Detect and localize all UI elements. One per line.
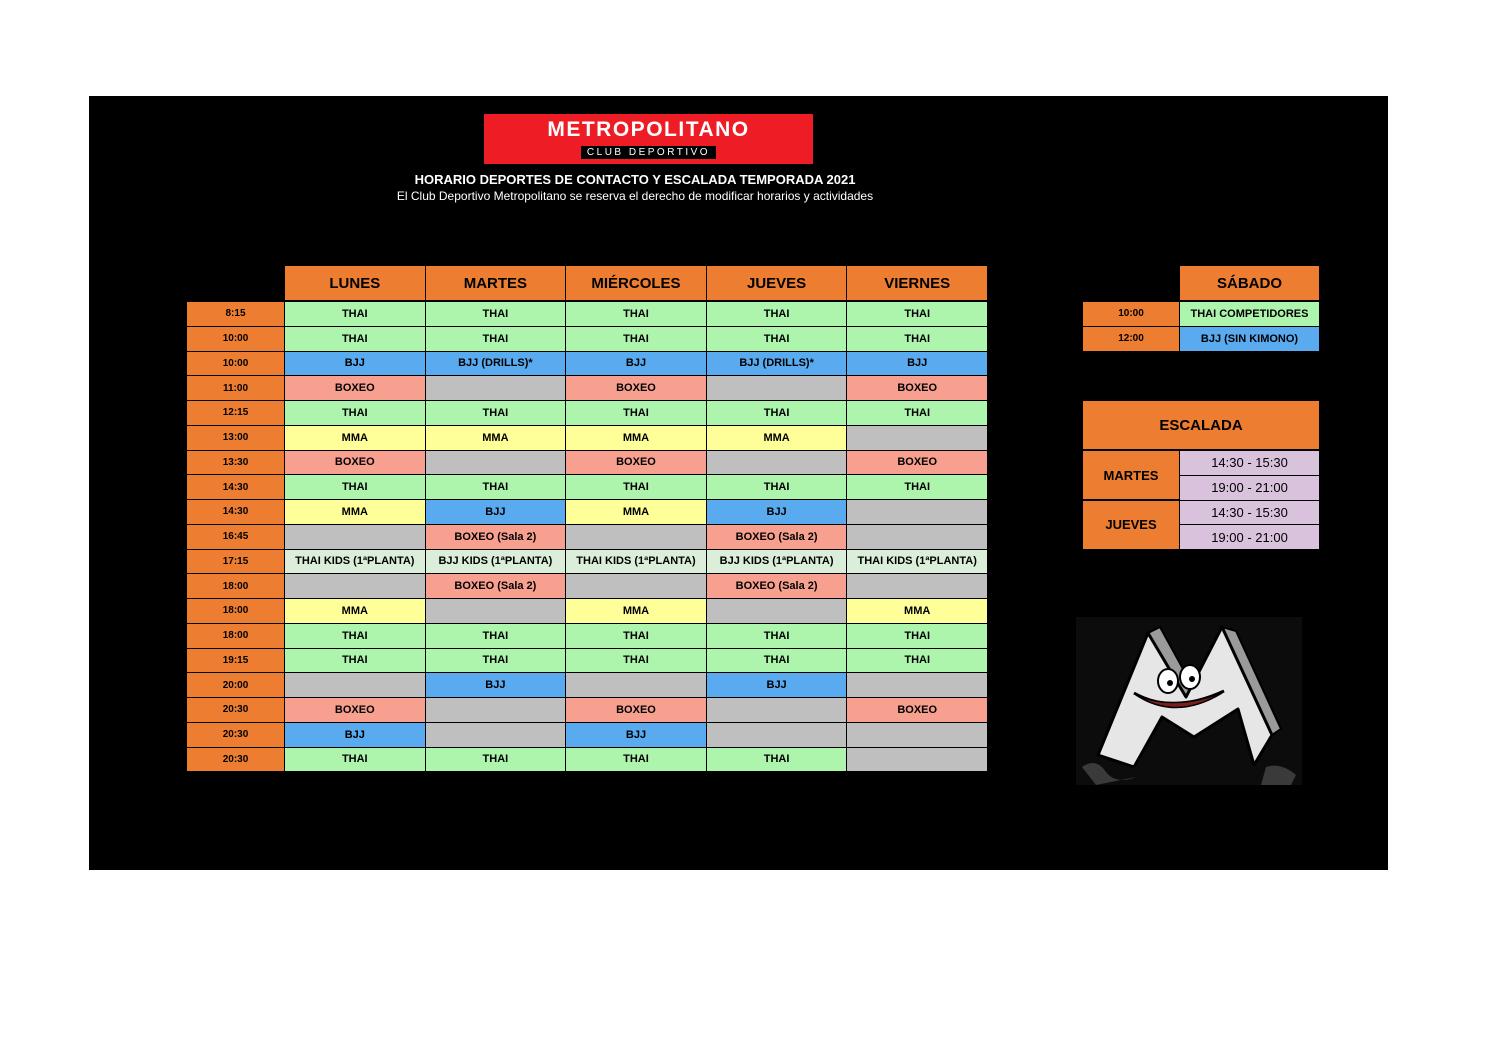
- class-cell: THAI: [706, 301, 848, 327]
- class-cell: BJJ: [284, 722, 426, 748]
- class-cell: THAI: [425, 648, 567, 674]
- class-cell: THAI: [425, 400, 567, 426]
- time-slot: 20:30: [186, 747, 285, 773]
- class-cell: BJJ: [425, 672, 567, 698]
- empty-cell: [565, 524, 707, 550]
- day-header: LUNES: [284, 265, 426, 301]
- class-cell: BJJ KIDS (1ªPLANTA): [425, 549, 567, 575]
- class-cell: THAI: [565, 301, 707, 327]
- empty-cell: [284, 573, 426, 599]
- class-cell: THAI: [846, 623, 988, 649]
- class-cell: THAI: [565, 474, 707, 500]
- class-cell: THAI: [706, 400, 848, 426]
- time-slot: 8:15: [186, 301, 285, 327]
- time-slot: 16:45: [186, 524, 285, 550]
- page-subtitle: El Club Deportivo Metropolitano se reserva el derecho de modificar horarios y actividades: [396, 189, 874, 203]
- class-cell: THAI: [425, 747, 567, 773]
- class-cell: BJJ (DRILLS)*: [706, 351, 848, 377]
- class-cell: THAI: [846, 301, 988, 327]
- class-cell: BJJ: [425, 499, 567, 525]
- class-cell: THAI: [425, 326, 567, 352]
- time-slot: 18:00: [186, 598, 285, 624]
- class-cell: BJJ KIDS (1ªPLANTA): [706, 549, 848, 575]
- time-slot: 13:30: [186, 450, 285, 476]
- class-cell: THAI: [284, 747, 426, 773]
- empty-cell: [706, 375, 848, 401]
- class-cell: MMA: [706, 425, 848, 451]
- class-cell: THAI: [284, 474, 426, 500]
- escalada-slot: 19:00 - 21:00: [1179, 524, 1320, 550]
- class-cell: THAI: [706, 648, 848, 674]
- empty-cell: [846, 722, 988, 748]
- escalada-slot: 14:30 - 15:30: [1179, 500, 1320, 526]
- class-cell: BJJ: [846, 351, 988, 377]
- class-cell: THAI: [565, 623, 707, 649]
- class-cell: BJJ (DRILLS)*: [425, 351, 567, 377]
- class-cell: BOXEO (Sala 2): [425, 573, 567, 599]
- escalada-title: ESCALADA: [1082, 400, 1320, 450]
- class-cell: BOXEO: [284, 697, 426, 723]
- escalada-day: JUEVES: [1082, 500, 1180, 550]
- class-cell: THAI: [425, 623, 567, 649]
- class-cell: THAI: [846, 400, 988, 426]
- saturday-time-slot: 10:00: [1082, 301, 1180, 327]
- logo-tagline: CLUB DEPORTIVO: [581, 146, 716, 159]
- class-cell: THAI: [565, 747, 707, 773]
- empty-cell: [706, 697, 848, 723]
- class-cell: THAI: [846, 648, 988, 674]
- class-cell: THAI: [284, 623, 426, 649]
- class-cell: BOXEO: [284, 375, 426, 401]
- empty-cell: [425, 697, 567, 723]
- saturday-class-cell: BJJ (SIN KIMONO): [1179, 326, 1320, 352]
- class-cell: THAI KIDS (1ªPLANTA): [284, 549, 426, 575]
- class-cell: THAI KIDS (1ªPLANTA): [565, 549, 707, 575]
- class-cell: BOXEO: [565, 697, 707, 723]
- empty-cell: [425, 722, 567, 748]
- class-cell: BJJ: [284, 351, 426, 377]
- logo-name: METROPOLITANO: [547, 118, 750, 141]
- time-slot: 18:00: [186, 573, 285, 599]
- empty-cell: [284, 524, 426, 550]
- club-logo: [484, 114, 813, 164]
- class-cell: THAI: [284, 400, 426, 426]
- empty-cell: [846, 672, 988, 698]
- empty-cell: [846, 524, 988, 550]
- time-slot: 20:30: [186, 722, 285, 748]
- time-slot: 14:30: [186, 474, 285, 500]
- empty-cell: [425, 375, 567, 401]
- class-cell: BOXEO: [565, 450, 707, 476]
- time-slot: 19:15: [186, 648, 285, 674]
- class-cell: THAI: [706, 747, 848, 773]
- class-cell: BOXEO (Sala 2): [706, 573, 848, 599]
- time-slot: 10:00: [186, 351, 285, 377]
- time-slot: 13:00: [186, 425, 285, 451]
- time-slot: 10:00: [186, 326, 285, 352]
- empty-cell: [425, 450, 567, 476]
- class-cell: BJJ: [565, 351, 707, 377]
- class-cell: BOXEO: [284, 450, 426, 476]
- time-slot: 20:30: [186, 697, 285, 723]
- class-cell: BOXEO (Sala 2): [706, 524, 848, 550]
- empty-cell: [846, 573, 988, 599]
- empty-cell: [565, 672, 707, 698]
- class-cell: BOXEO (Sala 2): [425, 524, 567, 550]
- letter-m-mascot-icon: [1076, 617, 1302, 785]
- class-cell: THAI: [565, 326, 707, 352]
- time-slot: 20:00: [186, 672, 285, 698]
- class-cell: THAI KIDS (1ªPLANTA): [846, 549, 988, 575]
- empty-cell: [706, 722, 848, 748]
- empty-cell: [846, 747, 988, 773]
- class-cell: THAI: [565, 648, 707, 674]
- class-cell: BOXEO: [846, 450, 988, 476]
- class-cell: THAI: [565, 400, 707, 426]
- day-header: JUEVES: [706, 265, 848, 301]
- empty-cell: [846, 499, 988, 525]
- day-header: VIERNES: [846, 265, 988, 301]
- class-cell: BOXEO: [565, 375, 707, 401]
- empty-cell: [425, 598, 567, 624]
- escalada-slot: 19:00 - 21:00: [1179, 475, 1320, 501]
- class-cell: MMA: [425, 425, 567, 451]
- class-cell: BJJ: [565, 722, 707, 748]
- saturday-time-slot: 12:00: [1082, 326, 1180, 352]
- class-cell: MMA: [284, 598, 426, 624]
- class-cell: BOXEO: [846, 375, 988, 401]
- saturday-class-cell: THAI COMPETIDORES: [1179, 301, 1320, 327]
- time-slot: 12:15: [186, 400, 285, 426]
- time-slot: 14:30: [186, 499, 285, 525]
- class-cell: BOXEO: [846, 697, 988, 723]
- empty-cell: [565, 573, 707, 599]
- empty-cell: [846, 425, 988, 451]
- class-cell: MMA: [284, 425, 426, 451]
- time-slot: 11:00: [186, 375, 285, 401]
- class-cell: MMA: [565, 499, 707, 525]
- saturday-header: SÁBADO: [1179, 265, 1320, 301]
- empty-cell: [706, 450, 848, 476]
- class-cell: MMA: [284, 499, 426, 525]
- class-cell: THAI: [425, 301, 567, 327]
- class-cell: THAI: [425, 474, 567, 500]
- empty-cell: [706, 598, 848, 624]
- time-slot: 18:00: [186, 623, 285, 649]
- class-cell: THAI: [846, 326, 988, 352]
- class-cell: THAI: [846, 474, 988, 500]
- escalada-day: MARTES: [1082, 450, 1180, 500]
- page-title: HORARIO DEPORTES DE CONTACTO Y ESCALADA TEMPORADA 2021: [414, 172, 856, 187]
- day-header: MIÉRCOLES: [565, 265, 707, 301]
- class-cell: THAI: [284, 326, 426, 352]
- class-cell: THAI: [284, 648, 426, 674]
- class-cell: MMA: [846, 598, 988, 624]
- class-cell: BJJ: [706, 499, 848, 525]
- class-cell: THAI: [706, 623, 848, 649]
- class-cell: MMA: [565, 425, 707, 451]
- day-header: MARTES: [425, 265, 567, 301]
- class-cell: MMA: [565, 598, 707, 624]
- class-cell: BJJ: [706, 672, 848, 698]
- class-cell: THAI: [706, 326, 848, 352]
- class-cell: THAI: [284, 301, 426, 327]
- time-slot: 17:15: [186, 549, 285, 575]
- empty-cell: [284, 672, 426, 698]
- class-cell: THAI: [706, 474, 848, 500]
- escalada-slot: 14:30 - 15:30: [1179, 450, 1320, 476]
